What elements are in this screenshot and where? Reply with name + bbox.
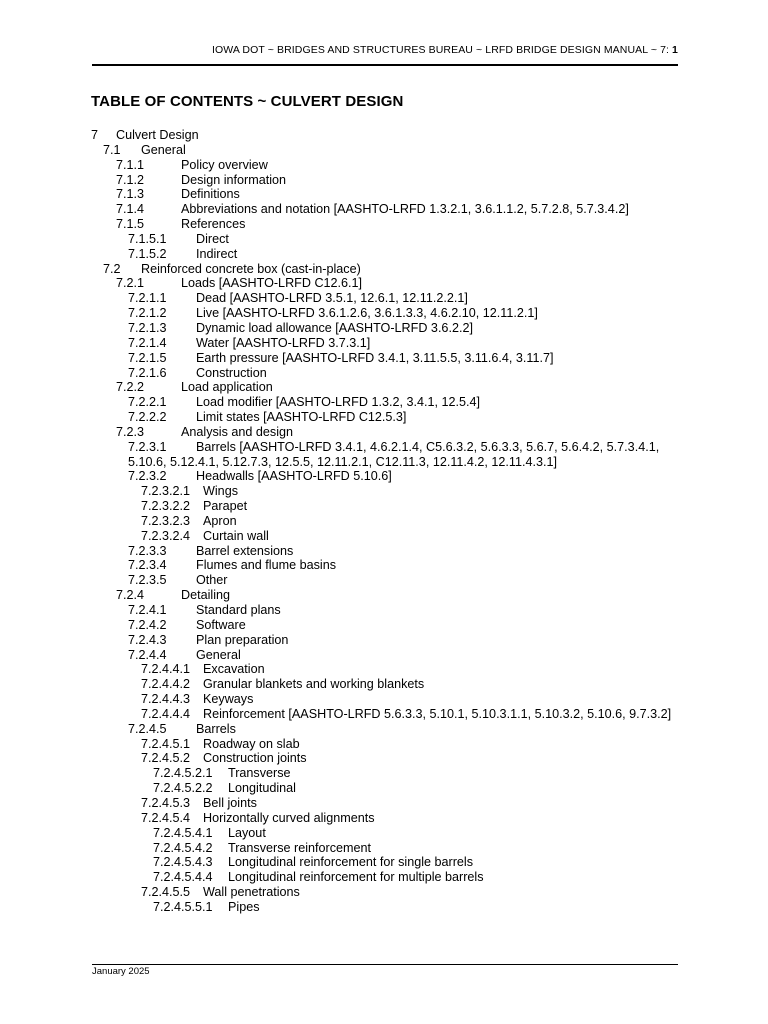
toc-entry[interactable] bbox=[0, 247, 768, 262]
toc-entry-text: Keyways bbox=[203, 692, 254, 707]
toc-entry-number: 7.2.4.3 bbox=[128, 632, 167, 647]
toc-entry-text: Load application bbox=[181, 380, 273, 395]
toc-entry-number: 7.2.4.4.1 bbox=[141, 662, 191, 677]
toc-entry[interactable] bbox=[0, 217, 768, 232]
toc-entry-text: Excavation bbox=[203, 662, 265, 677]
toc-entry[interactable] bbox=[0, 722, 768, 737]
toc-entry[interactable] bbox=[0, 573, 768, 588]
toc-entry-number: 7.2.4.5 bbox=[128, 721, 167, 736]
toc-entry-number: 7.1.1 bbox=[116, 157, 145, 172]
toc-entry-number: 7.1.5 bbox=[116, 217, 145, 232]
toc-entry-number: 7.2.4.5.2 bbox=[141, 751, 191, 766]
toc-entry[interactable] bbox=[0, 841, 768, 856]
footer-rule bbox=[92, 964, 678, 965]
toc-entry-number: 7.2.4.4.3 bbox=[141, 692, 191, 707]
toc-entry-number: 7.2.1 bbox=[116, 276, 145, 291]
toc-entry[interactable] bbox=[0, 544, 768, 559]
toc-entry[interactable] bbox=[0, 276, 768, 291]
toc-entry[interactable] bbox=[0, 202, 768, 217]
toc-entry-text: General bbox=[141, 142, 186, 157]
toc-entry[interactable] bbox=[0, 469, 768, 484]
toc-entry-text: Reinforcement [AASHTO-LRFD 5.6.3.3, 5.10.1, 5.10.3.1.1, 5.10.3.2, 5.10.6, 9.7.3.2] bbox=[203, 706, 672, 721]
toc-entry[interactable] bbox=[0, 603, 768, 618]
toc-entry-text: Live [AASHTO-LRFD 3.6.1.2.6, 3.6.1.3.3, 4.6.2.10, 12.11.2.1] bbox=[196, 306, 538, 321]
toc-entry-number: 7.1.5.1 bbox=[128, 231, 167, 246]
header-text: IOWA DOT ~ BRIDGES AND STRUCTURES BUREAU ~ LRFD BRIDGE DESIGN MANUAL ~ 7: bbox=[211, 44, 673, 56]
toc-entry-number: 7.2.1.1 bbox=[128, 291, 167, 306]
toc-entry-text: Construction joints bbox=[203, 751, 307, 766]
toc-entry-number: 7.2.1.5 bbox=[128, 350, 167, 365]
toc-entry[interactable] bbox=[0, 143, 768, 158]
toc-entry[interactable] bbox=[0, 499, 768, 514]
toc-entry-text: Transverse reinforcement bbox=[228, 840, 372, 855]
toc-entry-text: Apron bbox=[203, 513, 237, 528]
toc-entry-number: 7.2.4.4 bbox=[128, 647, 167, 662]
toc-entry-number: 7.2.3.4 bbox=[128, 558, 167, 573]
toc-entry-text: Roadway on slab bbox=[203, 736, 300, 751]
toc-entry-text: Direct bbox=[196, 231, 229, 246]
toc-entry[interactable] bbox=[0, 692, 768, 707]
toc-entry-text: Indirect bbox=[196, 246, 238, 261]
toc-entry[interactable] bbox=[0, 900, 768, 915]
toc-entry-number: 7.2.3.5 bbox=[128, 573, 167, 588]
toc-entry-text: Wall penetrations bbox=[203, 885, 300, 900]
toc-entry-number: 7.2.4.2 bbox=[128, 617, 167, 632]
toc-entry[interactable] bbox=[0, 321, 768, 336]
toc-entry-text: Policy overview bbox=[181, 157, 268, 172]
toc-entry-number: 7.2.1.2 bbox=[128, 306, 167, 321]
toc-entry-number: 7.2.1.4 bbox=[128, 335, 167, 350]
toc-entry[interactable] bbox=[0, 766, 768, 781]
toc-entry-number: 7.2.1.3 bbox=[128, 320, 167, 335]
toc-entry[interactable] bbox=[0, 187, 768, 202]
toc-entry[interactable] bbox=[0, 855, 768, 870]
toc-entry[interactable] bbox=[0, 336, 768, 351]
toc-entry[interactable] bbox=[0, 173, 768, 188]
toc-entry-number: 7.2.4.5.4.1 bbox=[153, 825, 213, 840]
toc-entry-text: Longitudinal reinforcement for multiple barrels bbox=[228, 870, 484, 885]
toc-entry[interactable] bbox=[0, 425, 768, 440]
toc-entry-text: Limit states [AASHTO-LRFD C12.5.3] bbox=[196, 410, 407, 425]
toc-entry-text: Horizontally curved alignments bbox=[203, 810, 375, 825]
toc-entry-number: 7.2.4.4.2 bbox=[141, 677, 191, 692]
toc-entry[interactable] bbox=[0, 781, 768, 796]
toc-entry-text: Dead [AASHTO-LRFD 3.5.1, 12.6.1, 12.11.2.2.1] bbox=[196, 291, 468, 306]
header-rule bbox=[92, 64, 678, 66]
toc-entry-text: Design information bbox=[181, 172, 286, 187]
toc-entry-text: Culvert Design bbox=[116, 128, 199, 142]
toc-entry-text: Bell joints bbox=[203, 795, 257, 810]
toc-entry-number: 7.2 bbox=[103, 261, 121, 276]
toc-entry-number: 7.2.3.2.2 bbox=[141, 499, 191, 514]
toc-entry-text: Flumes and flume basins bbox=[196, 558, 336, 573]
toc-entry-number: 7.2.4.5.4.4 bbox=[153, 870, 213, 885]
toc-entry-text: Earth pressure [AASHTO-LRFD 3.4.1, 3.11.5.5, 3.11.6.4, 3.11.7] bbox=[196, 350, 554, 365]
toc-entry-number: 7.2.4.5.4.2 bbox=[153, 840, 213, 855]
toc-entry-number: 7.2.4.5.1 bbox=[141, 736, 191, 751]
toc-entry[interactable] bbox=[0, 737, 768, 752]
toc-entry-number: 7.1.5.2 bbox=[128, 246, 167, 261]
toc-entry[interactable] bbox=[0, 885, 768, 900]
toc-entry-text: Transverse bbox=[228, 766, 291, 781]
toc-entry[interactable] bbox=[0, 588, 768, 603]
running-header bbox=[92, 44, 678, 56]
toc-entry-text: Load modifier [AASHTO-LRFD 1.3.2, 3.4.1, 12.5.4] bbox=[196, 395, 480, 410]
toc-entry[interactable] bbox=[0, 455, 768, 470]
toc-entry[interactable] bbox=[0, 826, 768, 841]
toc-entry[interactable] bbox=[0, 232, 768, 247]
toc-entry[interactable] bbox=[0, 707, 768, 722]
toc-entry[interactable] bbox=[0, 648, 768, 663]
toc-entry-text: Granular blankets and working blankets bbox=[203, 677, 425, 692]
toc-entry[interactable] bbox=[0, 811, 768, 826]
page-title: TABLE OF CONTENTS ~ CULVERT DESIGN bbox=[91, 93, 404, 110]
toc-entry-number: 7.2.4.5.5.1 bbox=[153, 899, 213, 914]
toc-entry-text: Other bbox=[196, 573, 228, 588]
toc-entry-text: Barrel extensions bbox=[196, 543, 294, 558]
toc-entry-text: General bbox=[196, 647, 241, 662]
toc-entry-text: Construction bbox=[196, 365, 267, 380]
toc-entry-number: 7.2.3.3 bbox=[128, 543, 167, 558]
toc-entry-text: 5.10.6, 5.12.4.1, 5.12.7.3, 12.5.5, 12.11.2.1, C12.11.3, 12.11.4.2, 12.11.4.3.1] bbox=[128, 454, 557, 469]
toc-entry-text: Software bbox=[196, 617, 246, 632]
toc-entry-number: 7.2.3.2 bbox=[128, 469, 167, 484]
toc-entry-text: Loads [AASHTO-LRFD C12.6.1] bbox=[181, 276, 363, 291]
toc-entry[interactable] bbox=[0, 158, 768, 173]
toc-entry[interactable] bbox=[0, 410, 768, 425]
toc-entry[interactable] bbox=[0, 262, 768, 277]
toc-entry[interactable] bbox=[0, 558, 768, 573]
toc-entry-text: Water [AASHTO-LRFD 3.7.3.1] bbox=[196, 335, 371, 350]
toc-entry-text: Dynamic load allowance [AASHTO-LRFD 3.6.2.2] bbox=[196, 320, 473, 335]
toc-entry[interactable] bbox=[0, 395, 768, 410]
toc-entry-number: 7.1 bbox=[103, 142, 121, 157]
toc-entry-number: 7.2.4.5.3 bbox=[141, 795, 191, 810]
toc-entry-text: Detailing bbox=[181, 588, 231, 603]
toc-entry-number: 7.2.4.5.2.2 bbox=[153, 781, 213, 796]
toc-entry-number: 7.2.3.2.3 bbox=[141, 513, 191, 528]
toc-entry[interactable] bbox=[0, 306, 768, 321]
toc-entry-text: Curtain wall bbox=[203, 528, 269, 543]
toc-entry-number: 7.2.1.6 bbox=[128, 365, 167, 380]
toc-entry-number: 7.1.4 bbox=[116, 202, 145, 217]
toc-entry[interactable] bbox=[0, 618, 768, 633]
toc-entry-text: Longitudinal bbox=[228, 781, 296, 796]
toc-entry-number: 7.2.3 bbox=[116, 424, 145, 439]
toc-entry-number: 7.2.4.1 bbox=[128, 603, 167, 617]
toc-entry-number: 7.2.4.5.4 bbox=[141, 810, 191, 825]
toc-entry-text: Parapet bbox=[203, 499, 248, 514]
toc-entry[interactable] bbox=[0, 484, 768, 499]
toc-entry-text: Longitudinal reinforcement for single barrels bbox=[228, 855, 474, 870]
toc-entry[interactable] bbox=[0, 662, 768, 677]
toc-entry-number: 7.2.3.1 bbox=[128, 439, 167, 454]
toc-entry-text: Pipes bbox=[228, 899, 260, 914]
toc-entry-number: 7.2.4.4.4 bbox=[141, 706, 191, 721]
toc-entry-number: 7.1.3 bbox=[116, 187, 145, 202]
toc-entry-text: Barrels bbox=[196, 721, 236, 736]
toc-entry-text: Wings bbox=[203, 484, 238, 499]
toc-entry[interactable] bbox=[0, 440, 768, 455]
toc-entry-number: 7.2.2.2 bbox=[128, 410, 167, 425]
toc-entry[interactable] bbox=[0, 633, 768, 648]
toc-entry-text: Headwalls [AASHTO-LRFD 5.10.6] bbox=[196, 469, 392, 484]
toc-entry-number: 7.2.4 bbox=[116, 588, 145, 603]
toc-entry-text: Standard plans bbox=[196, 603, 281, 617]
toc-entry-number: 7 bbox=[91, 128, 99, 142]
toc-entry-text: Plan preparation bbox=[196, 632, 289, 647]
toc-entry-text: References bbox=[181, 217, 246, 232]
toc-entry-number: 7.2.3.2.1 bbox=[141, 484, 191, 499]
toc-entry[interactable] bbox=[0, 529, 768, 544]
toc-entry-text: Abbreviations and notation [AASHTO-LRFD 1.3.2.1, 3.6.1.1.2, 5.7.2.8, 5.7.3.4.2] bbox=[181, 202, 629, 217]
toc-entry[interactable] bbox=[0, 366, 768, 381]
toc-entry[interactable] bbox=[0, 870, 768, 885]
toc-entry-number: 7.2.4.5.2.1 bbox=[153, 766, 213, 781]
toc-entry[interactable] bbox=[0, 128, 768, 143]
toc-entry-text: Definitions bbox=[181, 187, 240, 202]
toc-entry[interactable] bbox=[0, 514, 768, 529]
table-of-contents bbox=[0, 128, 768, 915]
toc-entry-text: Reinforced concrete box (cast-in-place) bbox=[141, 261, 361, 276]
toc-entry-text: Analysis and design bbox=[181, 424, 294, 439]
toc-entry-text: Barrels [AASHTO-LRFD 3.4.1, 4.6.2.1.4, C5.6.3.2, 5.6.3.3, 5.6.7, 5.6.4.2, 5.7.3.4.1, bbox=[196, 439, 660, 454]
toc-entry[interactable] bbox=[0, 291, 768, 306]
toc-entry-number: 7.2.4.5.4.3 bbox=[153, 855, 213, 870]
toc-entry-number: 7.2.2.1 bbox=[128, 395, 167, 410]
toc-entry-number: 7.2.3.2.4 bbox=[141, 528, 191, 543]
toc-entry[interactable] bbox=[0, 351, 768, 366]
toc-entry[interactable] bbox=[0, 796, 768, 811]
toc-entry-text: Layout bbox=[228, 825, 266, 840]
toc-entry-number: 7.1.2 bbox=[116, 172, 145, 187]
toc-entry[interactable] bbox=[0, 380, 768, 395]
footer-date: January 2025 bbox=[92, 966, 150, 977]
toc-entry[interactable] bbox=[0, 677, 768, 692]
toc-entry-number: 7.2.2 bbox=[116, 380, 145, 395]
toc-entry-number: 7.2.4.5.5 bbox=[141, 885, 191, 900]
page-number: 1 bbox=[672, 44, 678, 56]
toc-entry[interactable] bbox=[0, 751, 768, 766]
